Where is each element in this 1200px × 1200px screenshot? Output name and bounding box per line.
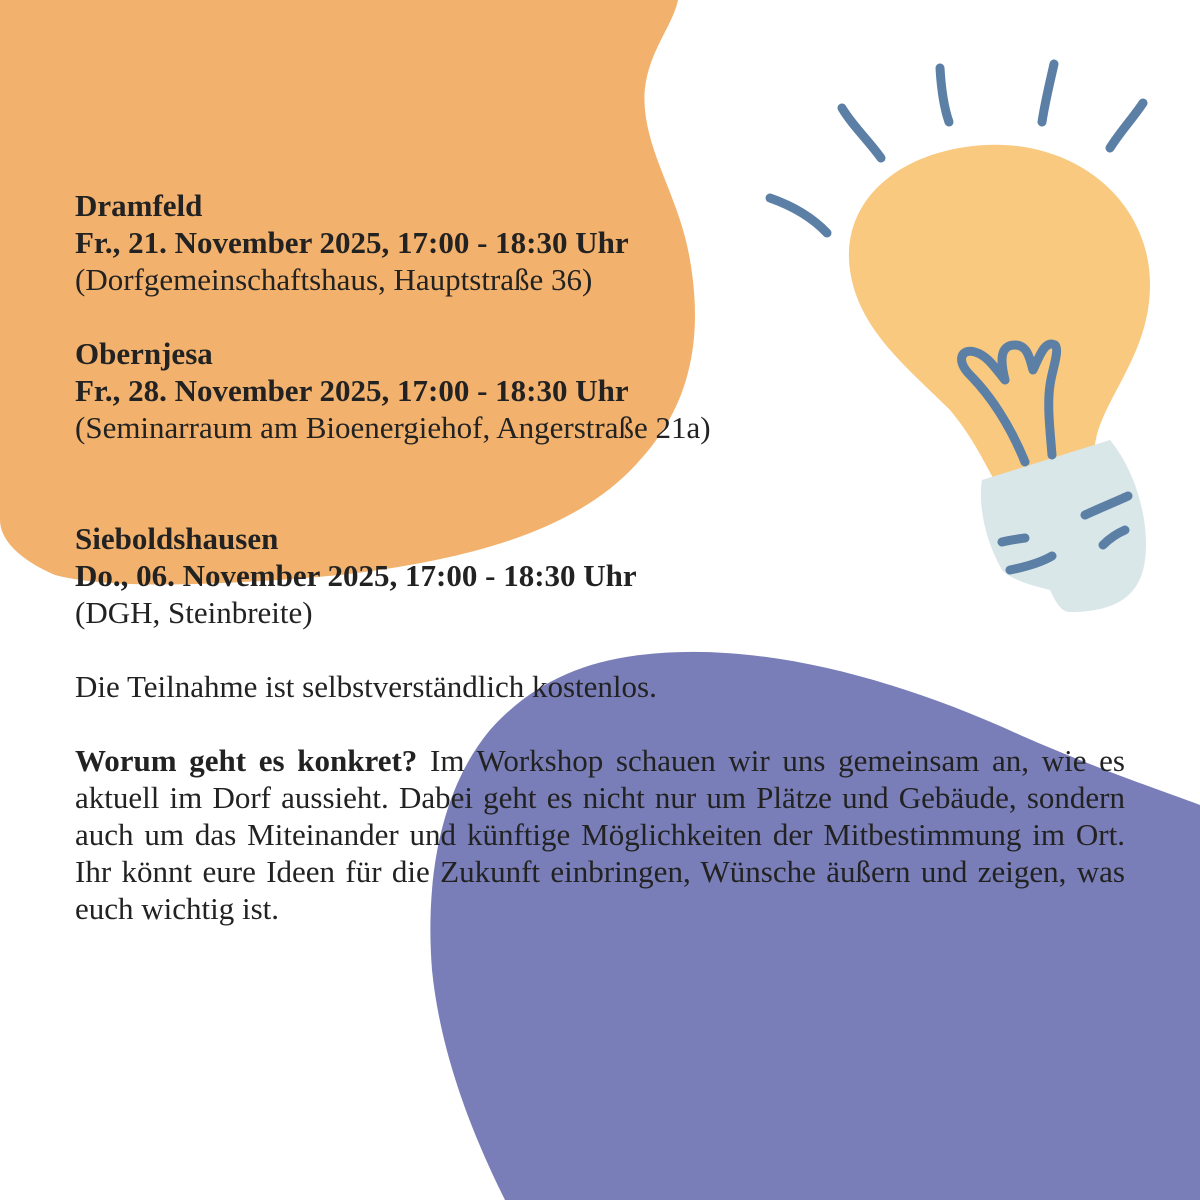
event-address: (Dorfgemeinschaftshaus, Hauptstraße 36) [75, 262, 593, 297]
event-address: (DGH, Steinbreite) [75, 595, 313, 630]
event-date: Fr., 21. November 2025, 17:00 - 18:30 Uhr [75, 225, 629, 260]
event-place: Obernjesa [75, 336, 213, 371]
event-date: Do., 06. November 2025, 17:00 - 18:30 Uhr [75, 558, 637, 593]
event-obernjesa [75, 335, 1125, 446]
description-text: Im Workshop schauen wir uns gemeinsam an, wie es aktuell im Dorf aussieht. Dabei geht es nicht nur um Plätze und Gebäude, sondern auch um das Miteinander und künftige Möglichkeiten der Mitbestimmung im Ort. Ihr könnt eure Ideen für die Zukunft einbringen, Wünsche äußern und zeigen, was euch wichtig ist. [75, 743, 1125, 926]
event-sieboldshausen [75, 520, 1125, 631]
event-place: Sieboldshausen [75, 521, 279, 556]
free-participation-note: Die Teilnahme ist selbstverständlich kostenlos. [75, 669, 657, 704]
event-content [75, 187, 1125, 927]
event-address: (Seminarraum am Bioenergiehof, Angerstraße 21a) [75, 410, 711, 445]
event-dramfeld [75, 187, 1125, 298]
description-lead: Worum geht es konkret? [75, 743, 418, 778]
event-place: Dramfeld [75, 188, 203, 223]
event-date: Fr., 28. November 2025, 17:00 - 18:30 Uhr [75, 373, 629, 408]
workshop-description [75, 742, 1125, 927]
